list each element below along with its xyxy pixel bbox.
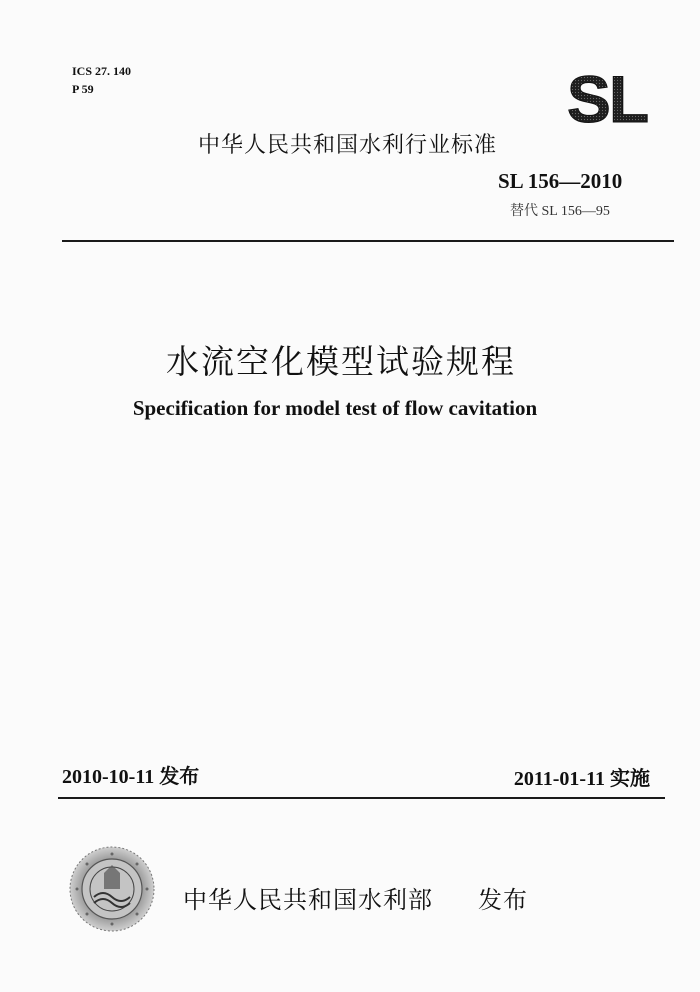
- logo-text: SL: [566, 70, 648, 126]
- issue-date: 2010-10-11 发布: [62, 766, 200, 788]
- ics-code: ICS 27. 140: [72, 64, 132, 78]
- title-chinese: 水流空化模型试验规程: [166, 342, 516, 381]
- effective-date: 2011-01-11 实施: [513, 768, 650, 790]
- replaces-note: 替代 SL 156—95: [510, 204, 610, 219]
- ministry-emblem-icon: [68, 845, 156, 933]
- standard-number: SL 156—2010: [498, 169, 623, 193]
- bottom-divider: [58, 797, 665, 799]
- classification-codes: [72, 62, 131, 98]
- top-divider: [62, 240, 674, 242]
- class-code: P 59: [72, 82, 94, 96]
- publisher-name: 中华人民共和国水利部: [183, 886, 433, 914]
- publish-verb: 发布: [478, 886, 528, 914]
- sl-logo: [553, 70, 661, 126]
- standard-type: 中华人民共和国水利行业标准: [198, 133, 498, 158]
- title-english: Specification for model test of flow cavitation: [132, 396, 538, 420]
